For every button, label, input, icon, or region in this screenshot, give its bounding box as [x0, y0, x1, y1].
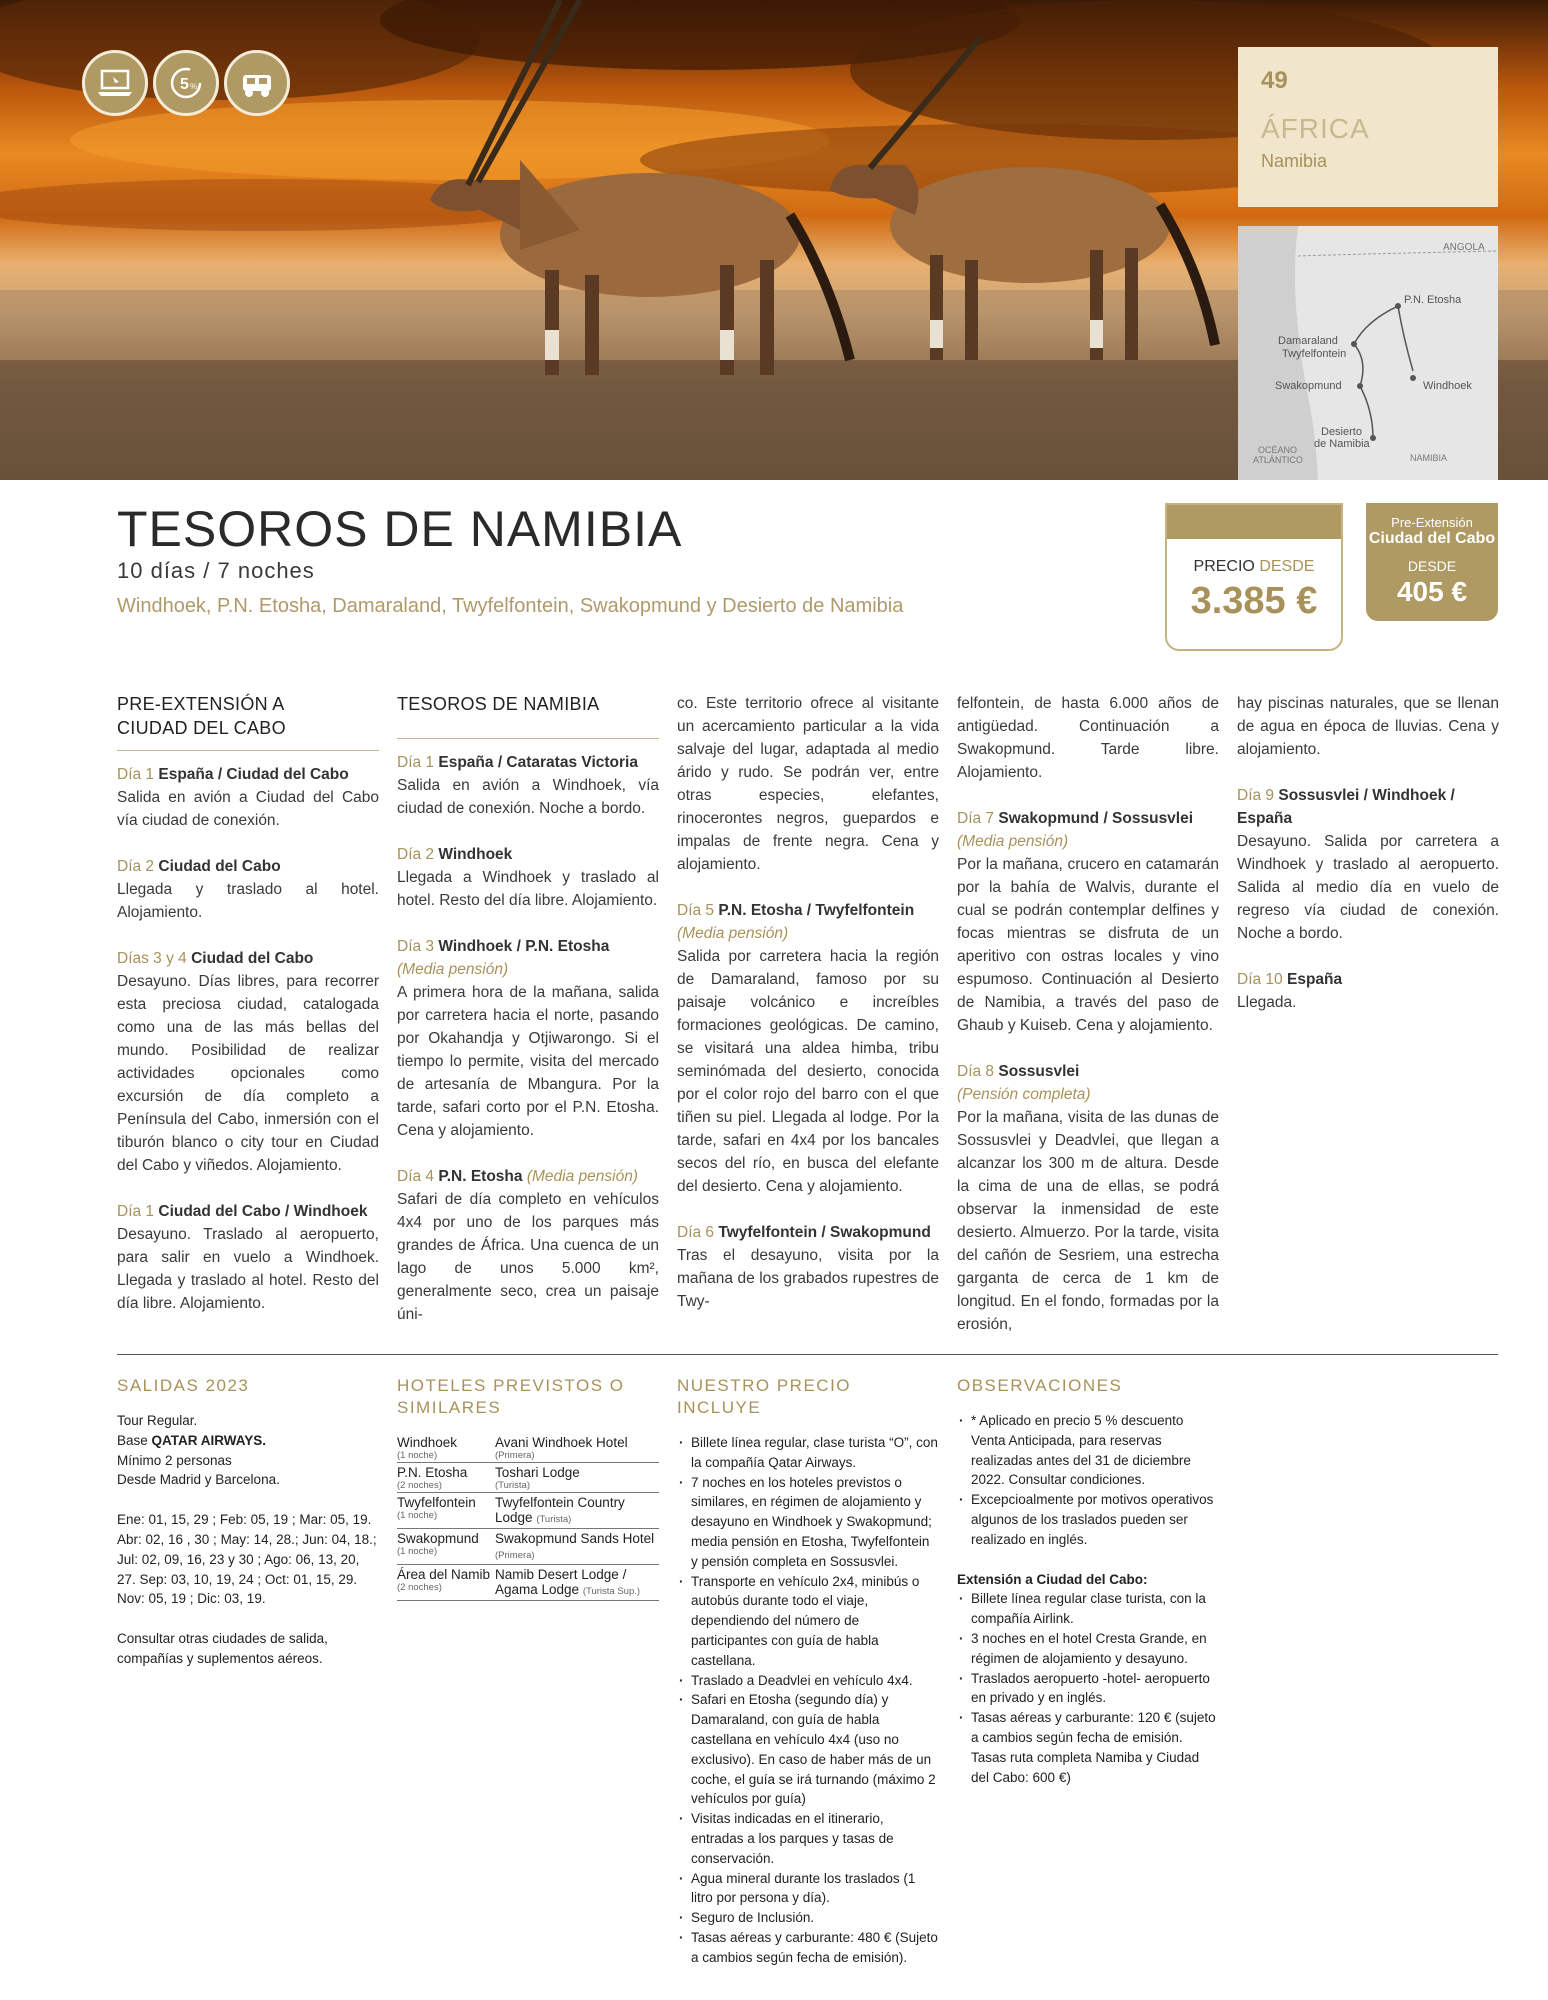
map-label-oceano: OCÉANO [1258, 445, 1298, 455]
day-text: Salida en avión a Ciudad del Cabo vía ciudad de conexión. [117, 789, 379, 829]
list-item: · Excepcioalmente por motivos operativos algunos de los traslados pueden ser realizado en inglés. [957, 1490, 1219, 1549]
map-label-swakopmund: Swakopmund [1275, 380, 1342, 392]
list-item: · Transporte en vehículo 2x4, minibús o autobús durante todo el viaje, dependiendo del número de participantes con guía de habla castellana. [677, 1572, 939, 1671]
day-text: co. Este territorio ofrece al visitante un acercamiento particular a la vida salvaje del lugar, adaptada al medio árido y rudo. Se podrán ver, entre otras especies, elefantes, rinocerontes negros, guepardos e impalas de frente negra. Cena y alojamiento. [677, 695, 939, 873]
hotel-name [495, 1565, 659, 1601]
salidas-section [117, 1375, 379, 1669]
meal-plan: (Media pensión) [397, 961, 509, 978]
day-heading [397, 751, 659, 774]
day-text: Safari de día completo en vehículos 4x4 por uno de los parques más grandes de África. Una cuenca de un lago de unos 5.000 km², generalmente seco, crea un paisaje úni- [397, 1191, 659, 1323]
day-number: Día 1 [397, 754, 435, 771]
day-text: Por la mañana, visita de las dunas de Sossusvlei y Deadvlei, que llegan a alcanzar los 300 m de altura. Desde la cima de una de ellas, se podrá observar la inmensidad de este desierto. Almuerzo. Por la tarde, visita del cañón de Sesriem, una estrecha garganta de cerca de 1 km de longitud. En el fondo, formadas por la erosión, [957, 1109, 1219, 1333]
list-item: · * Aplicado en precio 5 % descuento Venta Anticipada, para reservas realizadas antes del 31 de diciembre 2022. Consultar condiciones. [957, 1411, 1219, 1490]
list-item: · Visitas indicadas en el itinerario, entradas a los parques y tasas de conservación. [677, 1809, 939, 1868]
duration: 10 días / 7 noches [117, 558, 315, 583]
column-pre-extension [117, 692, 379, 1338]
hotel-name-text: Toshari Lodge [495, 1465, 580, 1480]
day-item [117, 947, 379, 1177]
hotel-city [397, 1463, 495, 1493]
column-itinerary-3 [957, 692, 1219, 1359]
day-title: España [1286, 971, 1343, 988]
day-text: Llegada y traslado al hotel. Alojamiento. [117, 881, 379, 921]
day-text: Por la mañana, crucero en catamarán por la bahía de Walvis, durante el cual se podrán contemplar delfines y focas mientras se disfruta de un aperitivo con ostras locales y vino espumoso. Continuación al Desierto de Namibia, a través del paso de Ghaub y Kuiseb. Cena y alojamiento. [957, 856, 1219, 1034]
hotel-city [397, 1529, 495, 1565]
hotel-nights: (1 noche) [397, 1546, 438, 1557]
hotel-nights: (1 noche) [397, 1510, 438, 1521]
salidas-line: Desde Madrid y Barcelona. [117, 1472, 280, 1488]
day-item [677, 899, 939, 1198]
hotel-category: (Primera) [495, 1550, 535, 1561]
day-title: Windhoek / P.N. Etosha [438, 938, 610, 955]
day-text: hay piscinas naturales, que se llenan de agua en época de lluvias. Cena y alojamiento. [1237, 695, 1499, 758]
day-item [117, 763, 379, 832]
day-item [1237, 968, 1499, 1014]
day-item [117, 855, 379, 924]
hotel-category: (Turista Sup.) [582, 1586, 641, 1597]
list-item: · Agua mineral durante los traslados (1 litro por persona y día). [677, 1869, 939, 1909]
day-heading [957, 1060, 1219, 1083]
extension-name: Ciudad del Cabo [1368, 530, 1496, 547]
jeep-icon [224, 50, 290, 116]
day-heading [1237, 968, 1499, 991]
day-item [117, 1200, 379, 1315]
hotel-name-text: Twyfelfontein Country Lodge [495, 1495, 625, 1525]
hotel-name [495, 1433, 659, 1463]
day-item [957, 1060, 1219, 1336]
day-item [677, 1221, 939, 1313]
day-heading [397, 843, 659, 866]
day-text: Desayuno. Días libres, para recorrer esta preciosa ciudad, catalogada como una de las más bellas del mundo. Posibilidad de realizar actividades opcionales como excursión de día completo a Península del Cabo, inmersión con el tiburón blanco o city tour en Ciudad del Cabo y viñedos. Alojamiento. [117, 973, 379, 1174]
day-number: Día 6 [677, 1224, 715, 1241]
list-item: · 3 noches en el hotel Cresta Grande, en régimen de alojamiento y desayuno. [957, 1629, 1219, 1669]
section-heading: HOTELES PREVISTOS O SIMILARES [397, 1376, 625, 1417]
svg-text:5: 5 [180, 76, 189, 93]
hotel-nights: (2 noches) [397, 1480, 442, 1491]
incluye-list [677, 1433, 939, 1968]
region-label: ÁFRICA [1261, 113, 1370, 144]
day-heading [117, 947, 379, 970]
salidas-airline: QATAR AIRWAYS. [151, 1432, 267, 1448]
day-title: Swakopmund / Sossusvlei [998, 810, 1194, 827]
column-heading: TESOROS DE NAMIBIA [397, 692, 659, 739]
list-item: · Billete línea regular clase turista, con la compañía Airlink. [957, 1589, 1219, 1629]
section-heading: NUESTRO PRECIO INCLUYE [677, 1376, 852, 1417]
hotel-city-name: P.N. Etosha [397, 1465, 468, 1480]
day-title: España / Cataratas Victoria [438, 754, 638, 771]
column-heading-line-2: CIUDAD DEL CABO [117, 718, 286, 738]
hotel-category: (Turista) [495, 1480, 531, 1491]
column-heading-line-1: PRE-EXTENSIÓN A [117, 694, 285, 714]
hotel-name [495, 1463, 659, 1493]
hotel-name-text: Swakopmund Sands Hotel [495, 1531, 655, 1546]
price-box-bar [1167, 505, 1341, 539]
hotel-city [397, 1565, 495, 1601]
salidas-line [117, 1431, 379, 1451]
day-item [1237, 784, 1499, 945]
extension-price: 405 € [1396, 576, 1468, 607]
observaciones-section [957, 1375, 1219, 1787]
list-item: · Traslado a Deadvlei en vehículo 4x4. [677, 1671, 939, 1691]
svg-text:%: % [190, 82, 198, 91]
day-title: Ciudad del Cabo / Windhoek [158, 1203, 368, 1220]
salidas-line: Mínimo 2 personas [117, 1452, 232, 1468]
day-text: Desayuno. Traslado al aeropuerto, para salir en vuelo a Windhoek. Llegada y traslado al hotel. Resto del día libre. Alojamiento. [117, 1226, 379, 1312]
day-number: Día 1 [117, 1203, 155, 1220]
page-title: TESOROS DE NAMIBIA [117, 501, 683, 557]
meal-plan: (Media pensión) [957, 833, 1069, 850]
day-number: Día 10 [1237, 971, 1283, 988]
day-text: Llegada a Windhoek y traslado al hotel. Resto del día libre. Alojamiento. [397, 869, 659, 909]
day-title: Twyfelfontein / Swakopmund [718, 1224, 931, 1241]
list-item: · Safari en Etosha (segundo día) y Damaraland, con guía de habla castellana en vehículo 4x4 (uso no exclusivo). En caso de haber más de un coche, el guía se irá turnando (máximo 2 vehículos por guía) [677, 1690, 939, 1809]
day-heading [117, 855, 379, 878]
extension-list [957, 1589, 1219, 1787]
table-row [397, 1493, 659, 1529]
hotel-name [495, 1529, 659, 1565]
list-item: · Tasas aéreas y carburante: 120 € (sujeto a cambios según fecha de emisión. Tasas ruta completa Namiba y Ciudad del Cabo: 600 €) [957, 1708, 1219, 1787]
hotel-city [397, 1433, 495, 1463]
day-number: Día 5 [677, 902, 715, 919]
hotel-nights: (2 noches) [397, 1582, 442, 1593]
day-number: Día 2 [117, 858, 155, 875]
meal-plan: (Media pensión) [526, 1168, 638, 1185]
list-item: · 7 noches en los hoteles previstos o similares, en régimen de alojamiento y desayuno en Windhoek y Swakopmund; media pensión en Etosha, Twyfelfontein y pensión completa en Sossusvlei. [677, 1473, 939, 1572]
list-item: · Tasas aéreas y carburante: 480 € (Sujeto a cambios según fecha de emisión). [677, 1928, 939, 1968]
map-label-desierto: Desierto [1321, 426, 1362, 438]
day-title: Windhoek [438, 846, 513, 863]
day-title: Ciudad del Cabo [191, 950, 314, 967]
map-label-damaraland: Damaraland [1278, 335, 1338, 347]
day-heading [677, 899, 939, 922]
hotel-city-name: Área del Namib [397, 1567, 491, 1582]
day-number: Día 4 [397, 1168, 435, 1185]
route: Windhoek, P.N. Etosha, Damaraland, Twyfelfontein, Swakopmund y Desierto de Namibia [117, 595, 904, 617]
observaciones-list [957, 1411, 1219, 1550]
salidas-note: Consultar otras ciudades de salida, compañías y suplementos aéreos. [117, 1631, 328, 1666]
day-number: Día 3 [397, 938, 435, 955]
day-heading [397, 1165, 659, 1188]
day-item [957, 807, 1219, 1037]
extension-desde: DESDE [1407, 558, 1457, 574]
section-heading: OBSERVACIONES [957, 1376, 1123, 1395]
day-title: P.N. Etosha / Twyfelfontein [718, 902, 915, 919]
column-itinerary-2 [677, 692, 939, 1336]
price-label-text: PRECIO [1193, 558, 1255, 575]
day-heading [117, 763, 379, 786]
day-item [397, 843, 659, 912]
map-label-angola: ANGOLA [1443, 242, 1485, 253]
column-itinerary-1 [397, 692, 659, 1349]
day-continuation [1237, 692, 1499, 761]
route-map [1238, 226, 1498, 480]
map-label-atlantico: ATLÁNTICO [1253, 455, 1303, 465]
day-title: Ciudad del Cabo [158, 858, 281, 875]
salidas-dates: Ene: 01, 15, 29 ; Feb: 05, 19 ; Mar: 05, 19. Abr: 02, 16 , 30 ; May: 14, 28.; Jun: 04, 18.; Jul: 02, 09, 16, 23 y 30 ; Ago: 06, 13, 20, 27. Sep: 03, 10, 19, 24 ; Oct: 01, 15, 29. Nov: 05, 19 ; Dic: 03, 19. [117, 1512, 377, 1607]
day-text: Tras el desayuno, visita por la mañana de los grabados rupestres de Twy- [677, 1247, 939, 1310]
day-text: felfontein, de hasta 6.000 años de antigüedad. Continuación a Swakopmund. Tarde libre. Alojamiento. [957, 695, 1219, 781]
salidas-line: Tour Regular. [117, 1413, 198, 1428]
map-label-etosha: P.N. Etosha [1404, 294, 1462, 306]
day-number: Día 2 [397, 846, 435, 863]
hotel-city-name: Twyfelfontein [397, 1495, 476, 1510]
extension-price-box [1366, 503, 1498, 621]
table-row [397, 1433, 659, 1463]
day-title: P.N. Etosha [438, 1168, 523, 1185]
day-title: Sossusvlei / Windhoek / España [1237, 787, 1455, 827]
day-item [397, 1165, 659, 1326]
day-continuation [677, 692, 939, 876]
price-value: 3.385 € [1190, 580, 1318, 622]
table-row [397, 1529, 659, 1565]
extension-pre: Pre-Extensión [1391, 515, 1473, 530]
map-label-twyfelfontein: Twyfelfontein [1282, 348, 1347, 360]
price-label-desde: DESDE [1259, 558, 1315, 575]
day-heading [957, 807, 1219, 830]
hotels-table [397, 1433, 659, 1601]
day-text: Desayuno. Salida por carretera a Windhoek y traslado al aeropuerto. Salida al medio día en vuelo de regreso vía ciudad de conexión. Noche a bordo. [1237, 833, 1499, 942]
laptop-icon [82, 50, 148, 116]
day-number: Día 8 [957, 1063, 995, 1080]
day-continuation [957, 692, 1219, 784]
table-row [397, 1565, 659, 1601]
day-item [397, 751, 659, 820]
extension-heading: Extensión a Ciudad del Cabo: [957, 1571, 1148, 1587]
hotel-name [495, 1493, 659, 1529]
hotel-category: (Turista) [536, 1514, 572, 1525]
day-number: Día 1 [117, 766, 155, 783]
hotel-name-text: Avani Windhoek Hotel [495, 1435, 628, 1450]
hotel-category: (Primera) [495, 1450, 535, 1461]
map-label-windhoek: Windhoek [1423, 380, 1472, 392]
day-text: Llegada. [1237, 994, 1297, 1011]
salidas-base-label: Base [117, 1432, 152, 1448]
discount-5-icon [153, 50, 219, 116]
list-item: · Seguro de Inclusión. [677, 1908, 939, 1928]
day-text: Salida por carretera hacia la región de Damaraland, famoso por su paisaje volcánico e increíbles formaciones geológicas. De camino, se visitará una aldea himba, tribu seminómada del desierto, conocida por el color rojo del barro con el que tiñen su piel. Llegada al lodge. Por la tarde, safari en 4x4 por los bancales secos del río, en busca del elefante del desierto. Cena y alojamiento. [677, 948, 939, 1195]
day-number: Días 3 y 4 [117, 950, 187, 967]
day-title: Sossusvlei [998, 1063, 1080, 1080]
column-itinerary-4 [1237, 692, 1499, 1037]
hotel-city-name: Swakopmund [397, 1531, 479, 1546]
hotel-name-text: Namib Desert Lodge / Agama Lodge [495, 1567, 627, 1597]
price-label [1167, 558, 1341, 576]
map-label-namibia: NAMIBIA [1410, 453, 1448, 463]
day-heading [1237, 784, 1499, 830]
section-heading: SALIDAS 2023 [117, 1376, 250, 1395]
incluye-section [677, 1375, 939, 1968]
map-label-de-namibia: de Namibia [1314, 438, 1370, 450]
day-heading [117, 1200, 379, 1223]
page-number: 49 [1261, 67, 1288, 94]
list-item: · Traslados aeropuerto -hotel- aeropuerto en privado y en inglés. [957, 1669, 1219, 1709]
table-row [397, 1463, 659, 1493]
section-divider [117, 1354, 1498, 1355]
meal-plan: (Media pensión) [677, 925, 789, 942]
day-heading [397, 935, 659, 958]
day-text: Salida en avión a Windhoek, vía ciudad de conexión. Noche a bordo. [397, 777, 659, 817]
day-heading [677, 1221, 939, 1244]
day-text: A primera hora de la mañana, salida por carretera hacia el norte, pasando por Okahandja y Otjiwarongo. Si el tiempo lo permite, visita del mercado de artesanía de Mbangura. Por la tarde, safari corto por el P.N. Etosha. Cena y alojamiento. [397, 984, 659, 1139]
column-heading [117, 692, 379, 751]
destination-info-box [1238, 47, 1498, 207]
price-box [1165, 503, 1343, 651]
salidas-info [117, 1411, 379, 1490]
country-label: Namibia [1261, 151, 1328, 171]
day-number: Día 7 [957, 810, 995, 827]
day-item [397, 935, 659, 1142]
hotel-city-name: Windhoek [397, 1435, 458, 1450]
list-item: · Billete línea regular, clase turista “O”, con la compañía Qatar Airways. [677, 1433, 939, 1473]
meal-plan: (Pensión completa) [957, 1086, 1091, 1103]
hotel-city [397, 1493, 495, 1529]
hoteles-section [397, 1375, 659, 1601]
day-number: Día 9 [1237, 787, 1275, 804]
hotel-nights: (1 noche) [397, 1450, 438, 1461]
day-title: España / Ciudad del Cabo [158, 766, 349, 783]
